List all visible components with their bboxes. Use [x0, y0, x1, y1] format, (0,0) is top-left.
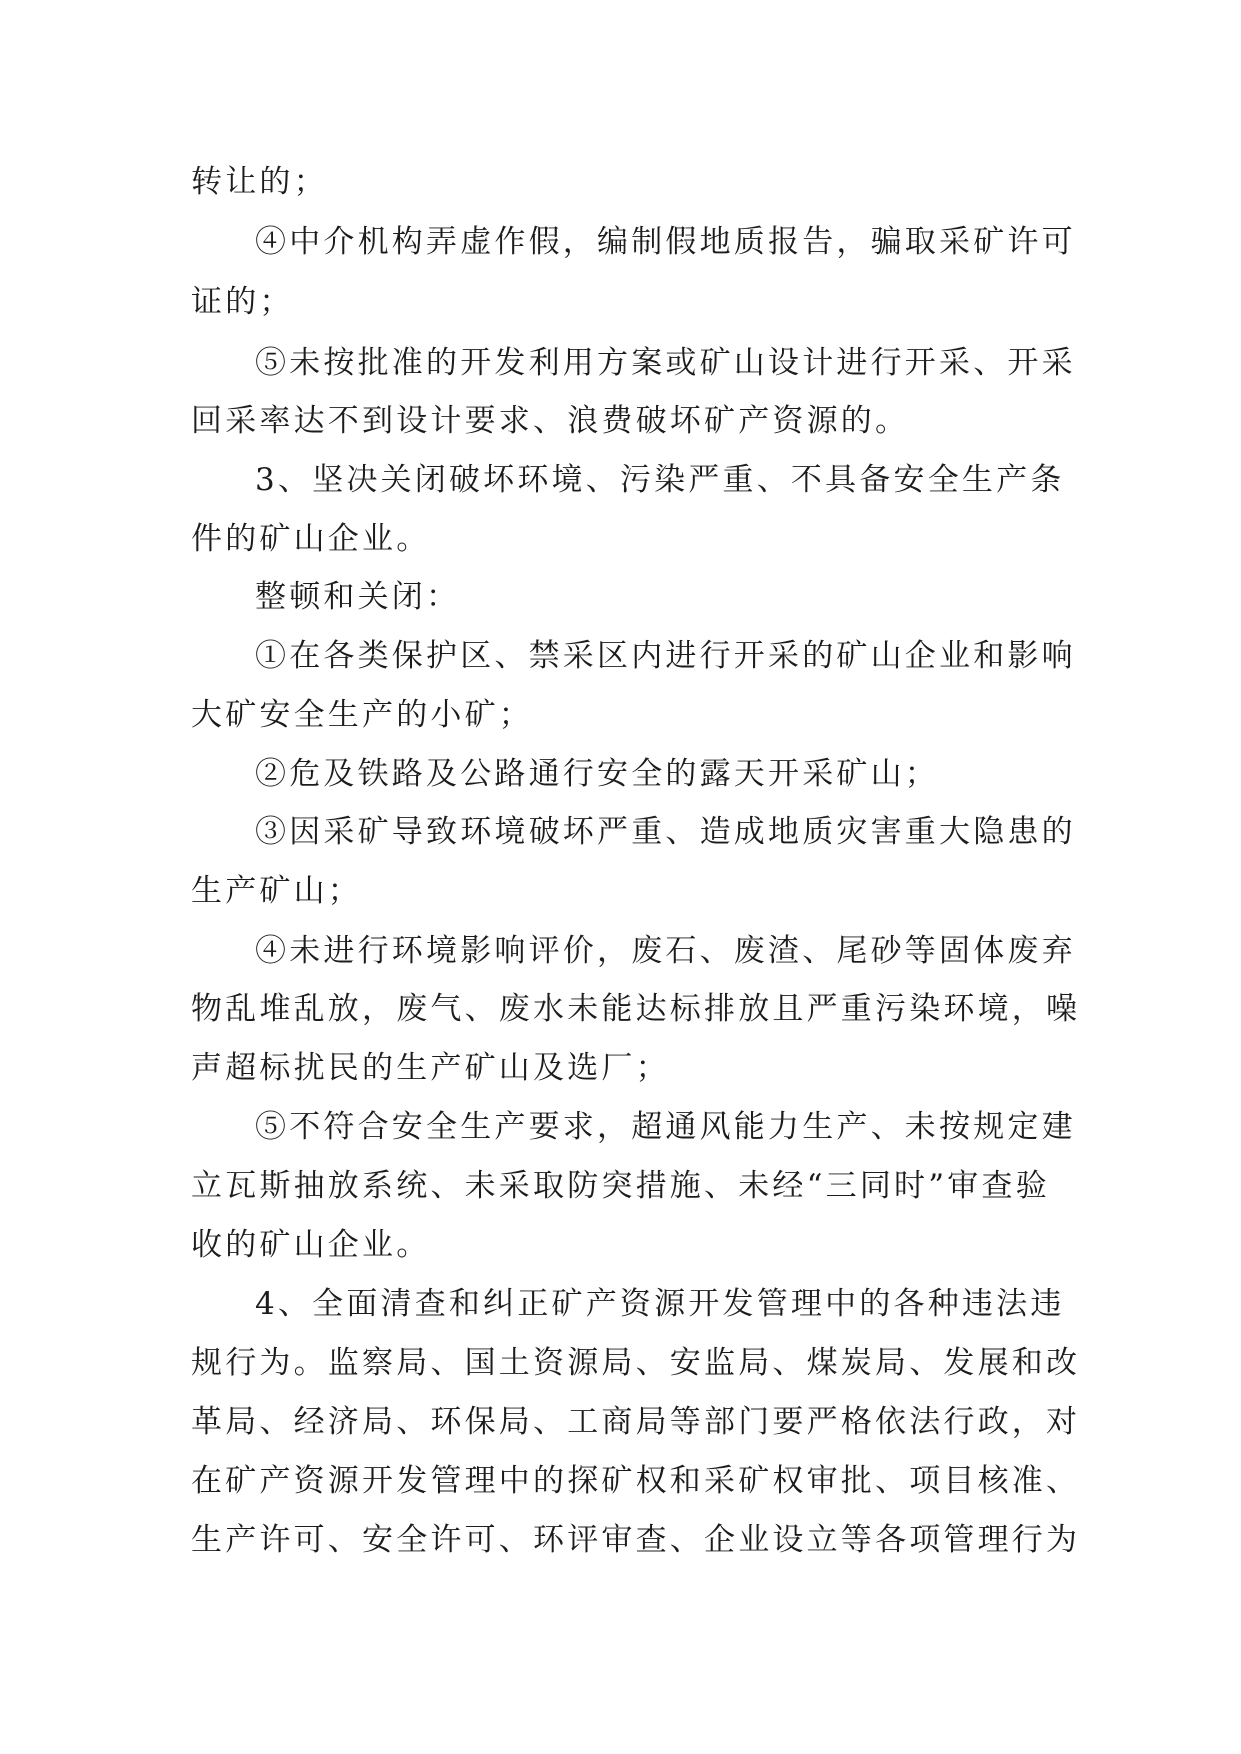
text-line: ④未进行环境影响评价，废石、废渣、尾砂等固体废弃	[255, 933, 1076, 969]
text-line: ④中介机构弄虚作假，编制假地质报告，骗取采矿许可	[255, 224, 1076, 260]
text-line: 革局、经济局、环保局、工商局等部门要严格依法行政，对	[191, 1404, 1081, 1440]
text-line: 件的矿山企业。	[191, 521, 431, 557]
text-line: 整顿和关闭：	[255, 579, 461, 615]
text-line: 在矿产资源开发管理中的探矿权和采矿权审批、项目核准、	[191, 1463, 1081, 1499]
text-line: ⑤未按批准的开发利用方案或矿山设计进行开采、开采	[255, 345, 1076, 381]
text-line: 收的矿山企业。	[191, 1227, 431, 1263]
text-line: ⑤不符合安全生产要求，超通风能力生产、未按规定建	[255, 1109, 1076, 1145]
text-line: 生产矿山；	[191, 873, 362, 909]
text-line: 大矿安全生产的小矿；	[191, 697, 533, 733]
text-line: 声超标扰民的生产矿山及选厂；	[191, 1050, 670, 1086]
text-line: 生产许可、安全许可、环评审查、企业设立等各项管理行为	[191, 1522, 1081, 1558]
text-line: 物乱堆乱放，废气、废水未能达标排放且严重污染环境，噪	[191, 991, 1081, 1027]
text-line: ③因采矿导致环境破坏严重、造成地质灾害重大隐患的	[255, 814, 1076, 850]
text-line: 证的；	[191, 284, 294, 320]
text-line: 3、坚决关闭破坏环境、污染严重、不具备安全生产条	[255, 462, 1065, 498]
text-line: ①在各类保护区、禁采区内进行开采的矿山企业和影响	[255, 638, 1076, 674]
text-line: ②危及铁路及公路通行安全的露天开采矿山；	[255, 756, 939, 792]
text-line: 4、全面清查和纠正矿产资源开发管理中的各种违法违	[255, 1286, 1065, 1322]
text-line: 规行为。监察局、国土资源局、安监局、煤炭局、发展和改	[191, 1345, 1081, 1381]
text-line: 立瓦斯抽放系统、未采取防突措施、未经“三同时”审查验	[191, 1168, 1050, 1204]
text-line: 转让的；	[191, 164, 328, 200]
text-line: 回采率达不到设计要求、浪费破坏矿产资源的。	[191, 403, 910, 439]
